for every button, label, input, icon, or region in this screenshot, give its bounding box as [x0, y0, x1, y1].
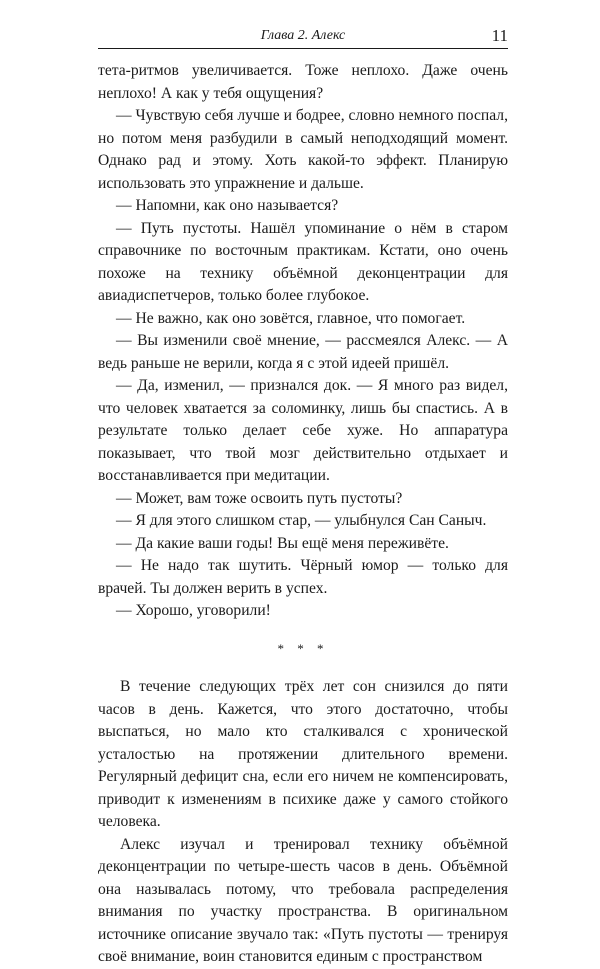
body-text	[98, 60, 508, 969]
paragraph: — Путь пустоты. Нашёл упоминание о нём в старом справочнике по восточным практикам. Кстати, оно очень похоже на технику объёмной деконцентрации для авиадиспетчеров, только более глубокое.	[98, 219, 508, 304]
paragraph: — Чувствую себя лучше и бодрее, словно немного поспал, но потом меня разбудили в самый неподходящий момент. Однако рад и этому. Хоть какой-то эффект. Планирую использовать это упражнение и дальше.	[98, 107, 508, 192]
paragraph: — Да, изменил, — признался док. — Я много раз видел, что человек хватается за соломинку, лишь бы спастись. А в результате только делает себе хуже. Но аппаратура показывает, что твой мозг действительно отдыхает и восстанавливается при медитации.	[98, 377, 508, 484]
section-separator: * * *	[277, 640, 329, 656]
page-number: 11	[491, 26, 508, 45]
chapter-title: Глава 2. Алекс	[260, 28, 346, 43]
paragraph: — Вы изменили своё мнение, — рассмеялся Алекс. — А ведь раньше не верили, когда я с этой идеей пришёл.	[98, 332, 508, 372]
paragraph: — Напомни, как оно называется?	[116, 197, 339, 214]
paragraph: — Может, вам тоже освоить путь пустоты?	[116, 489, 403, 507]
paragraph: — Я для этого слишком стар, — улыбнулся Сан Саныч.	[116, 512, 487, 529]
paragraph: тета-ритмов увеличивается. Тоже неплохо. Даже очень неплохо! А как у тебя ощущения?	[98, 62, 508, 102]
paragraph: — Не надо так шутить. Чёрный юмор — только для врачей. Ты должен верить в успех.	[98, 557, 508, 597]
paragraph: — Да какие ваши годы! Вы ещё меня переживёте.	[116, 534, 449, 552]
running-head	[98, 26, 508, 49]
paragraph: Алекс изучал и тренировал технику объёмной деконцентрации по четыре-шесть часов в день. Объёмной она называлась потому, что требовала распределения внимания по участку пространства. В оригинальном источнике описание звучало так: «Путь пустоты — тренируя своё внимание, воин становится единым с пространством	[98, 835, 508, 965]
paragraph: — Хорошо, уговорили!	[116, 602, 271, 619]
paragraph: В течение следующих трёх лет сон снизился до пяти часов в день. Кажется, что этого достаточно, чтобы выспаться, но мало кто сталкивался с хронической усталостью на протяжении длительного времени. Регулярный дефицит сна, если его ничем не компенсировать, приводит к изменениям в психике даже у самого стойкого человека.	[98, 678, 508, 830]
paragraph: — Не важно, как оно зовётся, главное, что помогает.	[116, 309, 466, 327]
